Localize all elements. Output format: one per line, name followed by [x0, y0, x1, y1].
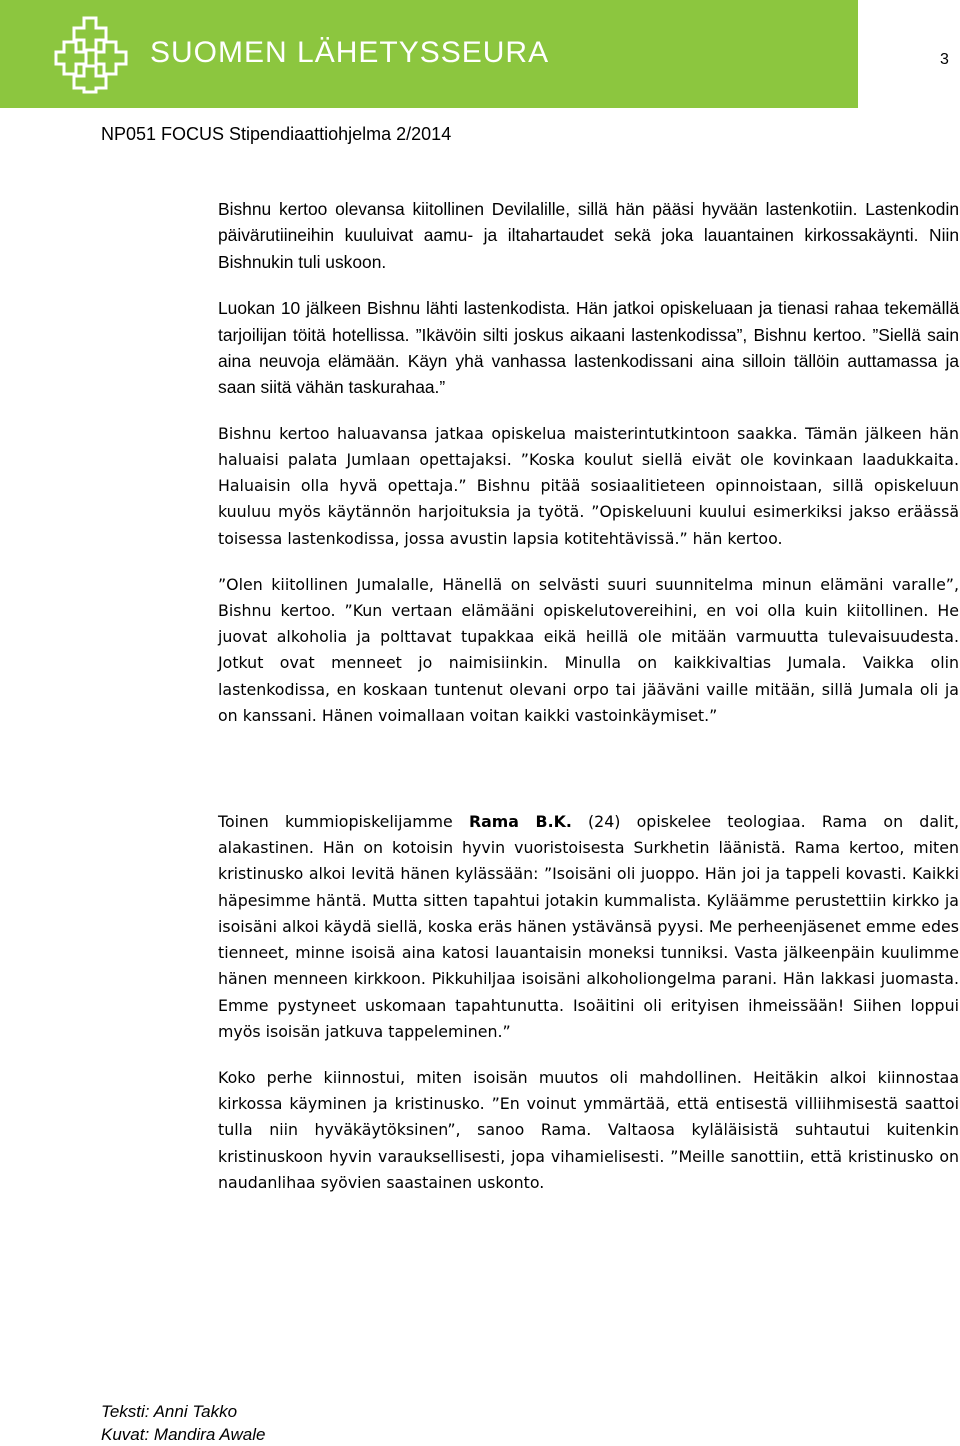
org-name: SUOMEN LÄHETYSSEURA — [150, 36, 550, 69]
paragraph-2: Luokan 10 jälkeen Bishnu lähti lastenkodista. Hän jatkoi opiskeluaan ja tienasi rahaa tekemällä tarjoilijan töitä hotellissa. ”Ikävöin silti joskus aikaani lastenkodissa”, Bishnu kertoo. ”Siellä sain aina neuvoja elämään. Käyn yhä vanhassa lastenkodissani aina silloin tällöin auttamassa ja saan siitä vähän taskurahaa.” — [218, 298, 959, 398]
paragraph-last: Koko perhe kiinnostui, miten isoisän muutos oli mahdollinen. Heitäkin alkoi kiinnostaa kirkossa käyminen ja kristinusko. ”En voinut ymmärtää, että entisestä villiihmisestä saattoi tulla niin hyväkäytöksinen”, sanoo Rama. Valtaosa kyläläisistä suhtautui kuitenkin kristinuskoon hyvin varauksellisesti, jopa vihamielisesti. ”Meille sanottiin, että kristinusko on naudanlihaa syövien saastainen uskonto. — [218, 1067, 959, 1192]
cross-pattern-logo-icon — [54, 14, 134, 94]
paragraph-3: Bishnu kertoo haluavansa jatkaa opiskelua maisterintutkintoon saakka. Tämän jälkeen hän haluaisi palata Jumlaan opettajaksi. ”Koska koulut siellä eivät ole kovinkaan laadukkaita. Haluaisin olla hyvä opettaja.” Bishnu pitää sosiaalitieteen opinnoistaan, sillä opiskeluun kuuluu myös käytännön harjoituksia ja työtä. ”Opiskeluuni kuului esimerkiksi jakso eräässä toisessa lastenkodissa, jossa avustin lapsia kotitehtävissä.” hän kertoo. — [218, 423, 959, 548]
credits — [101, 1400, 265, 1446]
document-code: NP051 FOCUS Stipendiaattiohjelma 2/2014 — [101, 124, 452, 144]
section-spacer — [218, 749, 959, 809]
page-number: 3 — [940, 51, 949, 68]
header-banner — [0, 0, 858, 108]
paragraph-4: ”Olen kiitollinen Jumalalle, Hänellä on selvästi suuri suunnitelma minun elämäni varalle”, Bishnu kertoo. ”Kun vertaan elämääni opiskelutovereihini, en voi olla kuin kiitollinen. He juovat alkoholia ja polttavat tupakkaa eikä heillä ole mitään varmuutta tulevaisuudesta. Jotkut ovat menneet jo naimisiinkin. Minulla on kaikkivaltias Jumala. Vaikka olin lastenkodissa, en koskaan tuntenut olevani orpo tai jääväni vaille mitään, sillä Jumala oli ja on kanssani. Hänen voimallaan voitan kaikki vastoinkäymiset.” — [218, 574, 959, 725]
paragraph-1: Bishnu kertoo olevansa kiitollinen Devilalille, sillä hän pääsi hyvään lastenkotiin. Lastenkodin päivärutiineihin kuuluivat aamu- ja iltahartaudet sekä joka lauantainen kirkossakäynti. Niin Bishnukin tuli uskoon. — [218, 199, 959, 272]
photo-credit: Kuvat: Mandira Awale — [101, 1425, 266, 1444]
rama-intro-lead: Toinen kummiopiskelijamme — [218, 812, 469, 832]
text-credit: Teksti: Anni Takko — [101, 1402, 238, 1421]
rama-intro-rest: (24) opiskelee teologiaa. Rama on dalit, alakastinen. Hän on kotoisin hyvin vuoristoisesta Surkhetin läänistä. Rama kertoo, miten kristinusko alkoi levitä hänen kylässään: ”Isoisäni oli juoppo. Hän joi ja tappeli kovasti. Kaikki häpesimme häntä. Mutta sitten tapahtui jotakin kummalista. Kyläämme perustettiin kirkko ja isoisäni alkoi käydä siellä, koska eräs hänen ystävänsä pyysi. Me perheenjäsenet emme edes tienneet, minne isoisä aina katosi lauantaisin moneksi tunniksi. Vasta jälkeenpäin kuulimme hänen menneen kirkkoon. Pikkuhiljaa isoisäni alkoholiongelma parani. Hän lakkasi juomasta. Emme pystyneet uskomaan tapahtunutta. Isoäitini oli erityisen ihmeissään! Siihen loppui myös isoisän jatkuva tappeleminen.” — [218, 812, 959, 1041]
rama-name: Rama B.K. — [468, 812, 572, 832]
paragraph-rama-intro — [218, 809, 959, 1045]
article-body — [218, 196, 959, 1216]
